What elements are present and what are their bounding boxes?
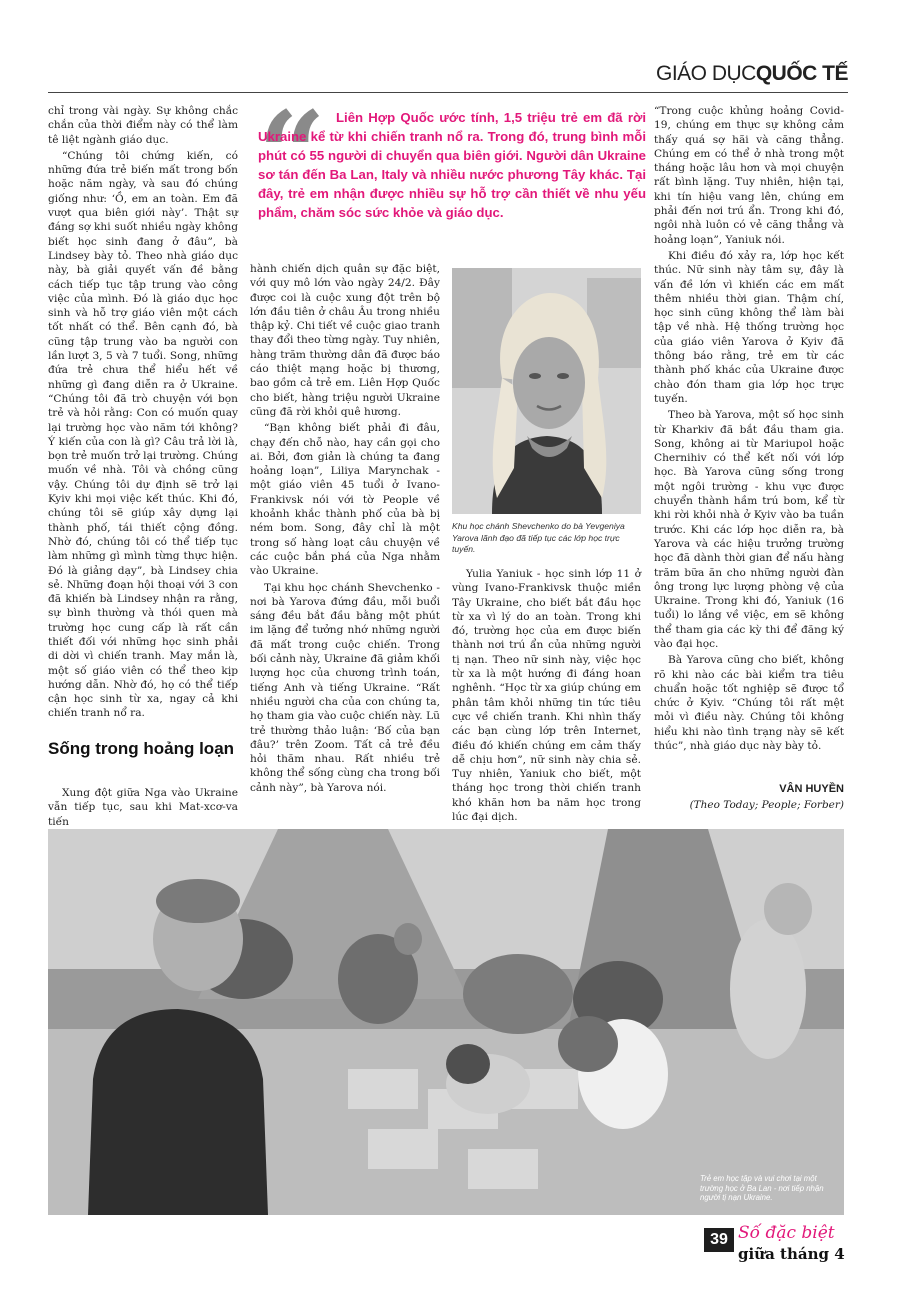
source-credit: (Theo Today; People; Forber) [689,799,844,811]
classroom-photo [48,829,844,1215]
article-column-1 [48,104,238,720]
paragraph: “Bạn không biết phải đi đâu, chạy đến chỗ nào, hay cần gọi cho ai. Bởi, đơn giản là chúng ta đang hoảng loạn”, Liliya Marynchak - một giáo viên 45 tuổi ở Ivano-Frankivsk nói với tờ People về khoảnh khắc thành phố của bà bị ném bom. Song, đây chỉ là một trong số hàng loạt câu chuyện về các cuộc bắn phá của Nga nhằm vào Ukraine. [250,422,440,578]
paragraph: “Trong cuộc khủng hoảng Covid-19, chúng em thực sự không cảm thấy quá sợ hãi và căng thẳng. Chúng em có thể ở nhà trong một tháng hoặc lâu hơn và mọi chuyện rất bình lặng. Tuy nhiên, hiện tại, khi tín hiệu vang lên, chúng em phải đến nơi trú ẩn. Trong khi đó, ngôi nhà luôn có vẻ căng thẳng và hoảng loạn”, Yaniuk nói. [654,105,844,246]
portrait-photo [452,268,641,514]
paragraph: “Chúng tôi chứng kiến, có những đứa trẻ biến mất trong bốn hoặc năm ngày, và sau đó chúng giống như: ‘Ồ, em an toàn. Em đã vượt qua biên giới này’. Thật sự đáng sợ khi suốt nhiều ngày không biết học sinh đang ở đâu”, bà Lindsey bày tỏ. Theo nhà giáo dục này, bà giải quyết vấn đề bằng cách tiếp tục tập trung vào công việc của mình. Đó là giáo dục học sinh và hỗ trợ giáo viên một cách tốt nhất có thể. Bên cạnh đó, bà cũng tập trung vào ba người con lần lượt 3, 5 và 7 tuổi. Song, những đứa trẻ chưa thể hiểu hết về những gì đang diễn ra ở Ukraine. “Chúng tôi đã trò chuyện với bọn trẻ và hỏi rằng: Con có muốn quay lại trường học vào năm tới không? Ý kiến của con là gì? Câu trả lời là, bọn trẻ muốn trở lại trường. Chúng muốn về nhà. Tôi và chồng cũng vậy. Chúng tôi dự định sẽ trở lại Kyiv khi mọi việc kết thúc. Khi đó, chúng tôi sẽ giúp xây dựng lại thành phố, tái thiết cộng đồng. Nhờ đó, chúng tôi có thể tiếp tục làm những gì mình từng thực hiện. Đó là giảng dạy”, bà Lindsey chia sẻ. Những đoạn hội thoại với 3 con đã khiến bà Lindsey nhận ra rằng, sự bình thường và thói quen mà trường học cung cấp là rất cần thiết đối với những học sinh phải di dời vì chiến tranh. May mắn là, một số giáo viên có thể theo kịp hướng dẫn. Nhờ đó, họ có thể tiếp cận học sinh từ xa, ngay cả khi chiến tranh nổ ra. [48,149,238,720]
author-signature: VÂN HUYỀN [779,783,844,795]
section-header [656,62,848,86]
paragraph: Yulia Yaniuk - học sinh lớp 11 ở vùng Ivano-Frankivsk thuộc miền Tây Ukraine, cho biết bắt đầu học từ xa vì lý do an toàn. Trong khi đó, trường học của em được biến thành nơi trú ẩn của những người tị nạn. Theo nữ sinh này, việc học từ xa là một hướng đi đáng hoan nghênh. “Học từ xa giúp chúng em phân tâm khỏi những tin tức tiêu cực về chiến tranh. Khi nhìn thấy các bạn cùng lớp trên Internet, điều đó khiến chúng em cảm thấy dễ chịu hơn”, nữ sinh này chia sẻ. Tuy nhiên, Yaniuk cho biết, một tháng học trong thời chiến tranh khó khăn hơn ba năm học trong lúc đại dịch. [452,568,641,824]
page-number: 39 [704,1228,734,1252]
article-column-2 [250,262,440,818]
issue-label-line2: giữa tháng 4 [738,1245,845,1263]
subheading: Sống trong hoảng loạn [48,739,235,758]
section-title-bold: QUỐC TẾ [755,62,848,85]
article-column-3 [452,567,641,824]
pull-quote-text: Liên Hợp Quốc ước tính, 1,5 triệu trẻ em đã rời Ukraine kể từ khi chiến tranh nổ ra. Trong đó, trung bình mỗi phút có 55 người di chuyển qua biên giới. Người dân Ukraine sơ tán đến Ba Lan, Italy và nhiều nước phương Tây khác. Tại đây, trẻ em nhận được nhiều sự hỗ trợ cần thiết về nhu yếu phẩm, chăm sóc sức khỏe và giáo dục. [258,110,646,220]
photo-caption: Trẻ em học tập và vui chơi tại một trường học ở Ba Lan - nơi tiếp nhận người tị nạn Ukraine. [700,1174,824,1203]
portrait-illustration [452,268,641,514]
classroom-illustration [48,829,844,1215]
paragraph: Tại khu học chánh Shevchenko - nơi bà Yarova đứng đầu, mỗi buổi sáng đều bắt đầu bằng một phút im lặng để tưởng nhớ những người đã mất trong cuộc chiến. Trong bối cảnh này, Ukraine đã giảm khối lượng học của chương trình toán, tiếng Anh và tiếng Ukraine. “Rất nhiều người cha của con chúng ta, họ tham gia vào cuộc chiến này. Lũ trẻ thường thảo luận: ‘Bố của bạn đâu?’ trên Zoom. Tất cả trẻ đều hỏi thăm nhau. Rất nhiều trẻ không thể sống cùng cha trong bối cảnh này”, bà Yarova nói. [250,581,440,794]
paragraph: chỉ trong vài ngày. Sự không chắc chắn của thời điểm này có thể làm tê liệt ngành giáo dục. [48,105,238,146]
article-column-1-continued [48,786,238,828]
issue-label-line1: Số đặc biệt [738,1223,835,1243]
article-column-4 [654,104,844,788]
page-footer [704,1224,854,1274]
pull-quote [258,85,646,244]
paragraph: Bà Yarova cũng cho biết, không rõ khi nào các bài kiểm tra tiêu chuẩn hoặc tốt nghiệp sẽ được tổ chức ở Kyiv. “Chúng tôi rất mệt mỏi vì điều này. Chúng tôi không hiểu khi nào tình trạng này sẽ kết thúc”, nhà giáo dục này bày tỏ. [654,654,844,753]
paragraph: Xung đột giữa Nga vào Ukraine vẫn tiếp tục, sau khi Mat-xcơ-va tiến [48,787,238,828]
paragraph: Theo bà Yarova, một số học sinh từ Kharkiv đã bắt đầu tham gia. Song, không ai từ Mariupol hoặc Chernihiv có thể kết nối với lớp học. Bà Yarova cũng sống trong một ngôi trường - khu vực được chuyển thành hầm trú bom, kể từ khi rời khỏi nhà ở Kyiv vào ba tuần trước. Khi các lớp học diễn ra, bà Yarova và các hiệu trưởng trường học đã dành thời gian để nấu hàng trăm bữa ăn cho những người đàn ông trong lực lượng phòng vệ của Ukraine. Trong khi đó, Yaniuk (16 tuổi) lo lắng về việc, em sẽ không thể tham gia các kỳ thi để đăng ký vào đại học. [654,409,844,650]
quote-mark-icon: “ [258,85,326,224]
header-divider [48,92,848,93]
paragraph: hành chiến dịch quân sự đặc biệt, với quy mô lớn vào ngày 24/2. Đây được coi là cuộc xung đột trên bộ lớn đầu tiên ở châu Âu trong nhiều thập kỷ. Chi tiết về cuộc giao tranh thay đổi theo từng ngày. Tuy nhiên, hàng trăm thường dân đã được báo cáo thiệt mạng hoặc bị thương, bao gồm cả trẻ em. Liên Hợp Quốc cho biết, hàng triệu người Ukraine cũng đã rời khỏi quê hương. [250,263,440,418]
photo-caption: Khu học chánh Shevchenko do bà Yevgeniya Yarova lãnh đạo đã tiếp tục các lớp học trực tuyến. [452,521,625,554]
paragraph: Khi điều đó xảy ra, lớp học kết thúc. Nữ sinh này tâm sự, đây là vấn đề lớn vì khiến các em mất thêm nhiều thời gian. Thậm chí, học sinh cũng không thể làm bài tập về nhà. Hệ thống trường học của giáo viên Yarova ở Kyiv đã thông báo rằng, trẻ em từ các thành phố khác của Ukraine được chào đón tham gia lớp học trực tuyến. [654,249,844,405]
section-title-light: GIÁO DỤC [655,62,756,85]
